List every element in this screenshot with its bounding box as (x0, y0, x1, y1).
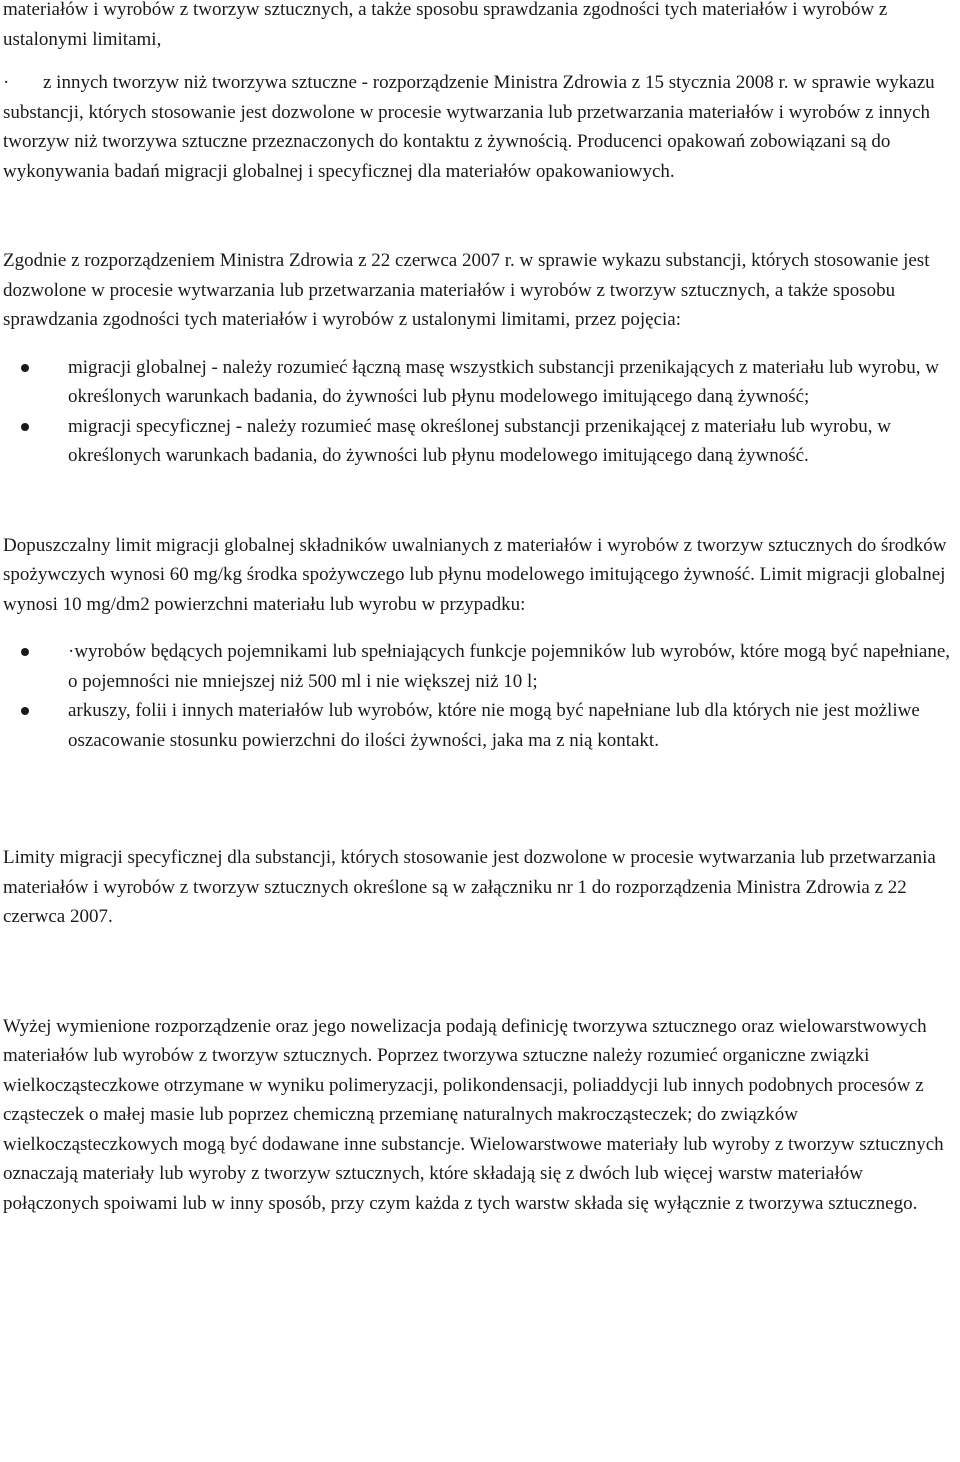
list-item-text: migracji globalnej - należy rozumieć łączną masę wszystkich substancji przenikających z materiału lub wyrobu, w określonych warunkach badania, do żywności lub płynu modelowego imitującego daną żywność; (68, 356, 940, 407)
cases-list (3, 637, 958, 755)
bullet-icon (21, 707, 29, 715)
dot-list-item-text: z innych tworzyw niż tworzywa sztuczne - rozporządzenie Ministra Zdrowia z 15 stycznia 2008 r. w sprawie wykazu substancji, których stosowanie jest dozwolone w procesie wytwarzania lub przetwarzania materiałów i wyrobów z innych tworzyw niż tworzywa sztuczne przeznaczonych do kontaktu z żywnością. Producenci opakowań zobowiązani są do wykonywania badań migracji globalnej i specyficznej dla materiałów opakowaniowych. (3, 72, 935, 182)
spacer (3, 186, 958, 246)
intro-paragraph: materiałów i wyrobów z tworzyw sztucznych, a także sposobu sprawdzania zgodności tych materiałów i wyrobów z ustalonymi limitami, (3, 0, 888, 50)
list-item (3, 353, 958, 412)
spacer (3, 932, 958, 1012)
specific-limits-paragraph: Limity migracji specyficznej dla substancji, których stosowanie jest dozwolone w procesie wytwarzania lub przetwarzania materiałów i wyrobów z tworzyw sztucznych określone są w załączniku nr 1 do rozporządzenia Ministra Zdrowia z 22 czerwca 2007. (3, 847, 936, 927)
list-item (3, 696, 958, 755)
bullet-icon (21, 364, 29, 372)
definitions-list (3, 353, 958, 471)
list-item-text: arkuszy, folii i innych materiałów lub wyrobów, które nie mogą być napełniane lub dla których nie jest możliwe oszacowanie stosunku powierzchni do ilości żywności, jaka ma z nią kontakt. (68, 700, 920, 751)
dot-list-item (3, 68, 958, 186)
list-item (3, 637, 958, 696)
final-paragraph: Wyżej wymienione rozporządzenie oraz jego nowelizacja podają definicję tworzywa sztucznego oraz wielowarstwowych materiałów lub wyrobów z tworzyw sztucznych. Poprzez tworzywa sztuczne należy rozumieć organiczne związki wielkocząsteczkowe otrzymane w wyniku polimeryzacji, polikondensacji, poliaddycji lub innych podobnych procesów z cząsteczek o małej masie lub poprzez chemiczną przemianę naturalnych makrocząsteczek; do związków wielkocząsteczkowych mogą być dodawane inne substancje. Wielowarstwowe materiały lub wyroby z tworzyw sztucznych oznaczają materiały lub wyroby z tworzyw sztucznych, które składają się z dwóch lub więcej warstw materiałów połączonych spoiwami lub w inny sposób, przy czym każda z tych warstw składa się wyłącznie z tworzywa sztucznego. (3, 1015, 944, 1214)
bullet-icon (21, 648, 29, 656)
list-item (3, 412, 958, 471)
definitions-intro-paragraph: Zgodnie z rozporządzeniem Ministra Zdrowia z 22 czerwca 2007 r. w sprawie wykazu substancji, których stosowanie jest dozwolone w procesie wytwarzania lub przetwarzania materiałów i wyrobów z tworzyw sztucznych, a także sposobu sprawdzania zgodności tych materiałów i wyrobów z ustalonymi limitami, przez pojęcia: (3, 250, 930, 330)
dot-marker: · (3, 72, 10, 93)
list-item-text: migracji specyficznej - należy rozumieć masę określonej substancji przenikającej z materiału lub wyrobu, w określonych warunkach badania, do żywności lub płynu modelowego imitującego daną żywność. (68, 415, 892, 466)
limit-paragraph: Dopuszczalny limit migracji globalnej składników uwalnianych z materiałów i wyrobów z tworzyw sztucznych do środków spożywczych wynosi 60 mg/kg środka spożywczego lub płynu modelowego imitującego żywność. Limit migracji globalnej wynosi 10 mg/dm2 powierzchni materiału lub wyrobu w przypadku: (3, 534, 947, 615)
list-item-text: ·wyrobów będących pojemnikami lub spełniających funkcje pojemników lub wyrobów, które mogą być napełniane, o pojemności nie mniejszej niż 500 ml i nie większej niż 10 l; (68, 641, 951, 692)
spacer (3, 471, 958, 531)
document-page (3, 0, 958, 1218)
bullet-icon (21, 423, 29, 431)
spacer (3, 755, 958, 843)
